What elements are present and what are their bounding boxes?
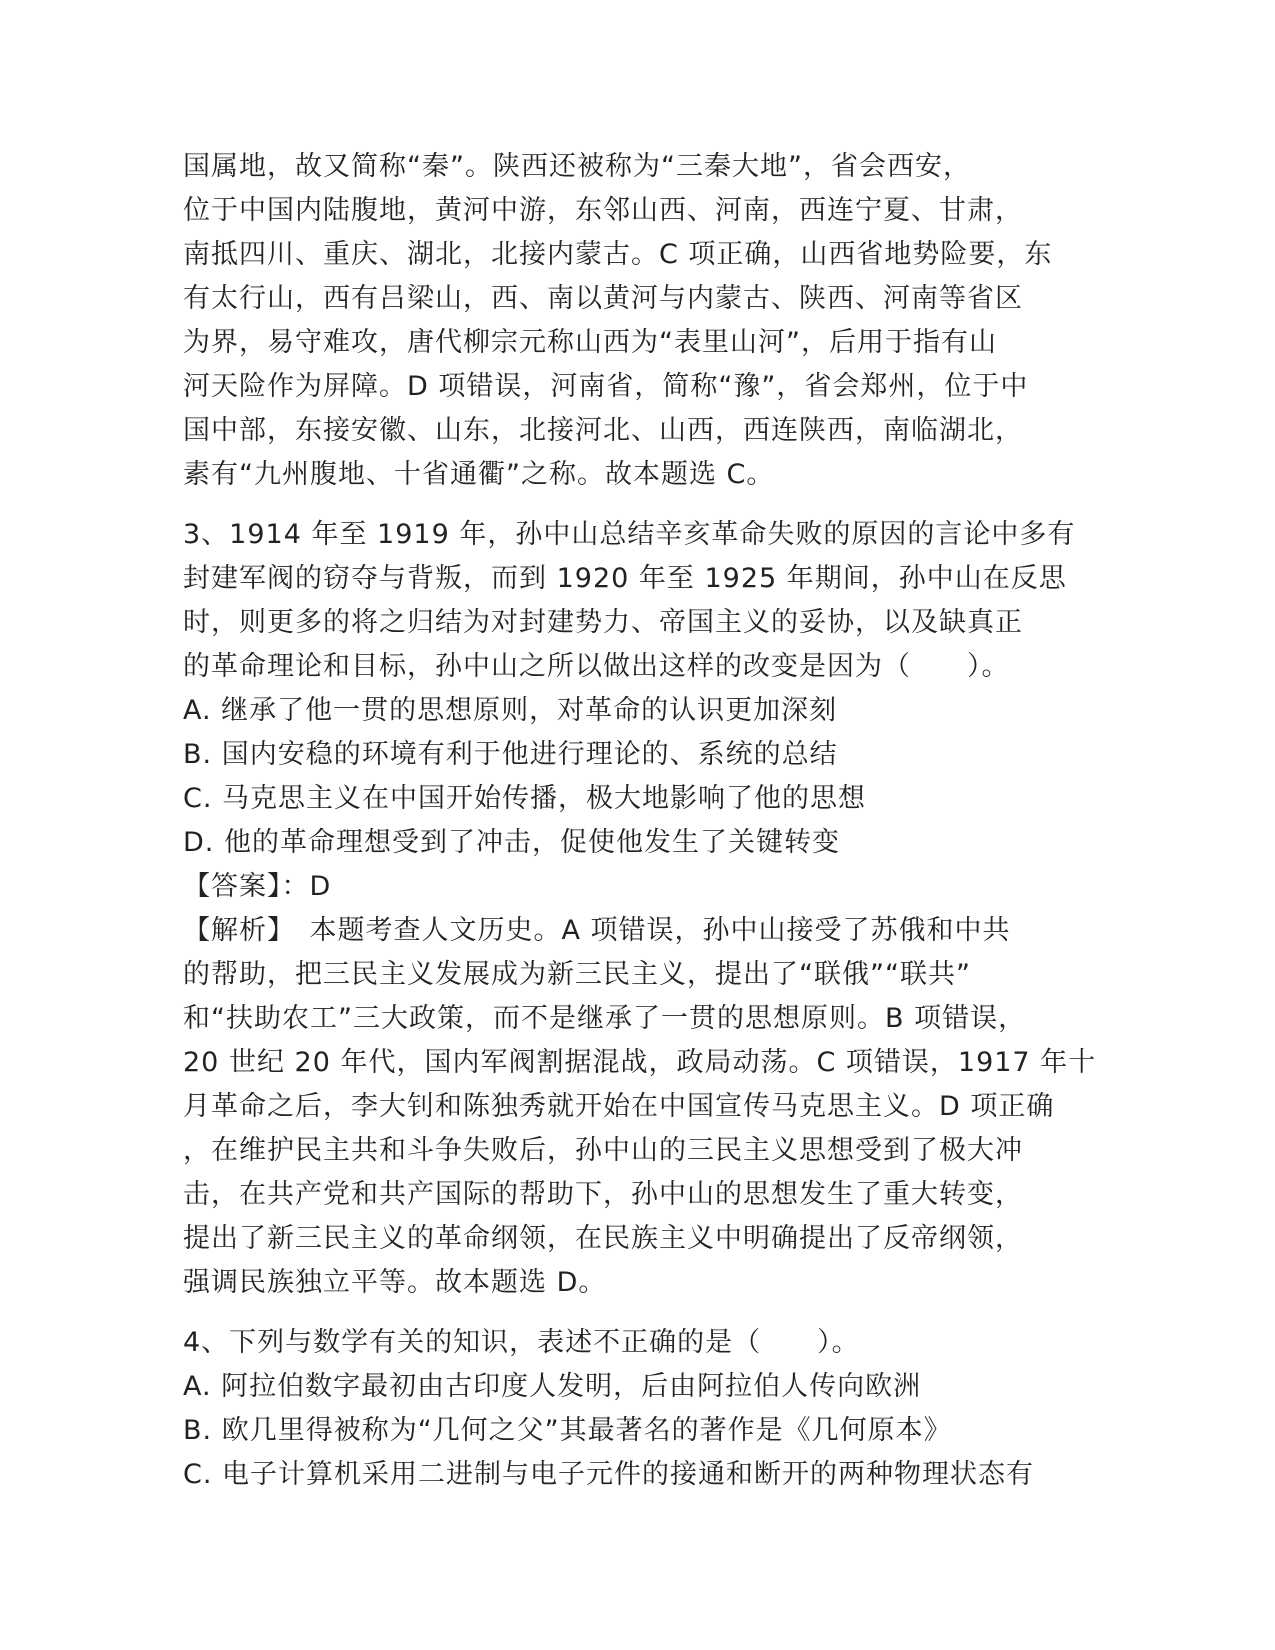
option-b: B. 欧几里得被称为“几何之父”其最著名的著作是《几何原本》: [183, 1415, 952, 1446]
question-stem: 3、1914 年至 1919 年，孙中山总结辛亥革命失败的原因的言论中多有: [183, 519, 1076, 550]
question-stem: 4、下列与数学有关的知识，表述不正确的是（ ）。: [183, 1327, 860, 1358]
option-b: B. 国内安稳的环境有利于他进行理论的、系统的总结: [183, 739, 838, 770]
text-line: 为界，易守难攻，唐代柳宗元称山西为“表里山河”，后用于指有山: [183, 327, 997, 358]
paragraph-gap: [183, 497, 1083, 513]
text-line: 河天险作为屏障。D 项错误，河南省，简称“豫”，省会郑州，位于中: [183, 371, 1029, 402]
analysis-line: 和“扶助农工”三大政策，而不是继承了一贯的思想原则。B 项错误，: [183, 1003, 1027, 1034]
option-d: D. 他的革命理想受到了冲击，促使他发生了关键转变: [183, 827, 840, 858]
analysis-line: 的帮助，把三民主义发展成为新三民主义，提出了“联俄”“联共”: [183, 959, 971, 990]
analysis-line: 提出了新三民主义的革命纲领，在民族主义中明确提出了反帝纲领，: [183, 1223, 1023, 1254]
text-line: 素有“九州腹地、十省通衢”之称。故本题选 C。: [183, 459, 775, 490]
analysis-line: 20 世纪 20 年代，国内军阀割据混战，政局动荡。C 项错误，1917 年十: [183, 1047, 1097, 1078]
question-stem: 时，则更多的将之归结为对封建势力、帝国主义的妥协，以及缺真正: [183, 607, 1023, 638]
text-line: 有太行山，西有吕梁山，西、南以黄河与内蒙古、陕西、河南等省区: [183, 283, 1023, 314]
question-stem: 的革命理论和目标，孙中山之所以做出这样的改变是因为（ ）。: [183, 651, 1010, 682]
text-line: 南抵四川、重庆、湖北，北接内蒙古。C 项正确，山西省地势险要，东: [183, 239, 1053, 270]
option-a: A. 阿拉伯数字最初由古印度人发明，后由阿拉伯人传向欧洲: [183, 1371, 922, 1402]
analysis-line: 强调民族独立平等。故本题选 D。: [183, 1267, 607, 1298]
analysis-line: 击，在共产党和共产国际的帮助下，孙中山的思想发生了重大转变，: [183, 1179, 1023, 1210]
analysis-line: ，在维护民主共和斗争失败后，孙中山的三民主义思想受到了极大冲: [183, 1135, 1023, 1166]
question-stem: 封建军阀的窃夺与背叛，而到 1920 年至 1925 年期间，孙中山在反思: [183, 563, 1067, 594]
text-line: 位于中国内陆腹地，黄河中游，东邻山西、河南，西连宁夏、甘肃，: [183, 195, 1023, 226]
answer-line: 【答案】：D: [183, 871, 332, 902]
question-4: [183, 1321, 1083, 1497]
document-page: [183, 145, 1097, 1497]
text-line: 国属地，故又简称“秦”。陕西还被称为“三秦大地”，省会西安，: [183, 151, 971, 182]
analysis-line: 【解析】 本题考查人文历史。A 项错误，孙中山接受了苏俄和中共: [183, 915, 1011, 946]
text-line: 国中部，东接安徽、山东，北接河北、山西，西连陕西，南临湖北，: [183, 415, 1023, 446]
question-3: [183, 513, 1097, 1305]
option-c: C. 电子计算机采用二进制与电子元件的接通和断开的两种物理状态有: [183, 1459, 1035, 1490]
option-c: C. 马克思主义在中国开始传播，极大地影响了他的思想: [183, 783, 867, 814]
paragraph-gap: [183, 1305, 1083, 1321]
q2-explanation-continued: [183, 145, 1083, 497]
analysis-line: 月革命之后，李大钊和陈独秀就开始在中国宣传马克思主义。D 项正确: [183, 1091, 1055, 1122]
option-a: A. 继承了他一贯的思想原则，对革命的认识更加深刻: [183, 695, 838, 726]
